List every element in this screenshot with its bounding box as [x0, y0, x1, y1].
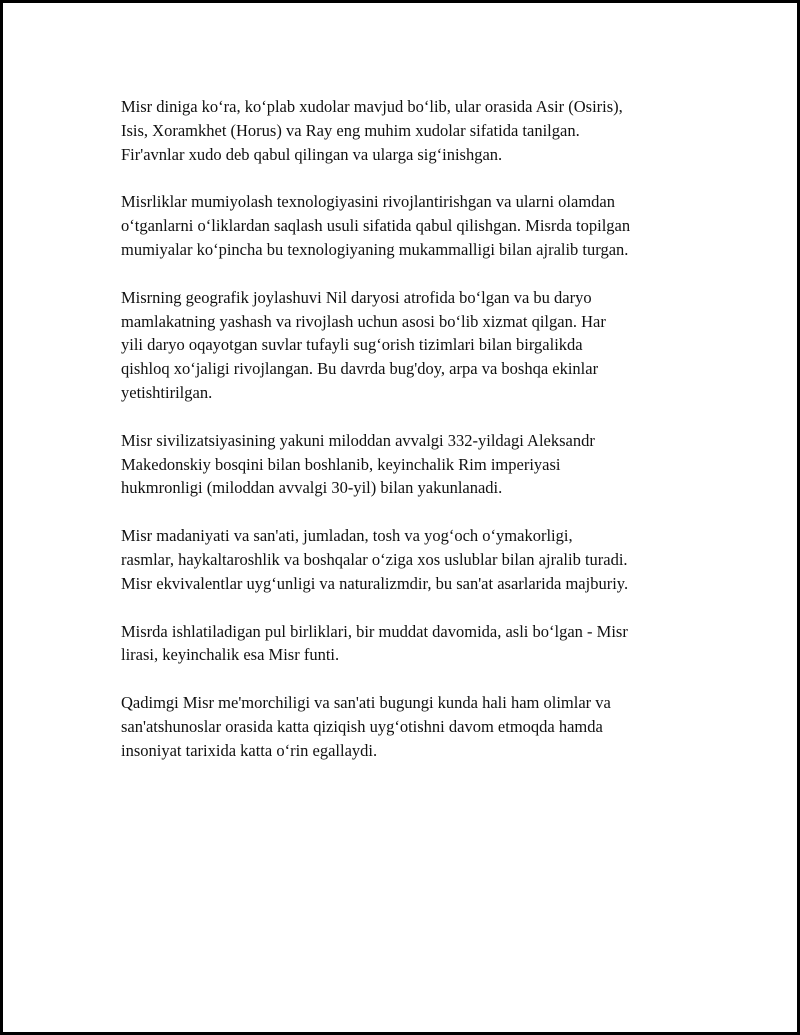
text-line: qishloq xo‘jaligi rivojlangan. Bu davrda bug'doy, arpa va boshqa ekinlar	[121, 359, 599, 379]
text-line: Misr sivilizatsiyasining yakuni miloddan avvalgi 332-yildagi Aleksandr	[121, 430, 595, 450]
text-line: Qadimgi Misr me'morchiligi va san'ati bugungi kunda hali ham olimlar va	[121, 693, 611, 713]
text-line: Misr diniga ko‘ra, ko‘plab xudolar mavjud bo‘lib, ular orasida Asir (Osiris),	[121, 97, 623, 116]
paragraph-legacy	[121, 691, 701, 762]
paragraph-geography	[121, 286, 701, 405]
text-line: san'atshunoslar orasida katta qiziqish uyg‘otishni davom etmoqda hamda	[121, 716, 603, 736]
text-line: lirasi, keyinchalik esa Misr funti.	[121, 645, 340, 665]
document-body	[121, 95, 701, 787]
text-line: Fir'avnlar xudo deb qabul qilingan va ularga sig‘inishgan.	[121, 144, 503, 164]
text-line: Misrning geografik joylashuvi Nil daryosi atrofida bo‘lgan va bu daryo	[121, 287, 592, 307]
text-line: Makedonskiy bosqini bilan boshlanib, keyinchalik Rim imperiyasi	[121, 454, 561, 474]
text-line: Misr madaniyati va san'ati, jumladan, tosh va yog‘och o‘ymakorligi,	[121, 526, 573, 546]
paragraph-religion	[121, 95, 701, 166]
paragraph-currency	[121, 620, 701, 668]
text-line: Misrda ishlatiladigan pul birliklari, bir muddat davomida, asli bo‘lgan - Misr	[121, 621, 628, 641]
text-line: Isis, Xoramkhet (Horus) va Ray eng muhim xudolar sifatida tanilgan.	[121, 120, 580, 140]
text-line: Misrliklar mumiyolash texnologiyasini rivojlantirishgan va ularni olamdan	[121, 192, 616, 212]
paragraph-culture-art	[121, 524, 701, 595]
paragraph-end-of-civilization	[121, 429, 701, 500]
text-line: o‘tganlarni o‘liklardan saqlash usuli sifatida qabul qilishgan. Misrda topilgan	[121, 216, 631, 236]
text-line: insoniyat tarixida katta o‘rin egallaydi.	[121, 740, 378, 760]
text-line: yetishtirilgan.	[121, 382, 213, 402]
text-line: Misr ekvivalentlar uyg‘unligi va naturalizmdir, bu san'at asarlarida majburiy.	[121, 573, 629, 593]
paragraph-mummification	[121, 190, 701, 261]
text-line: rasmlar, haykaltaroshlik va boshqalar o‘ziga xos uslublar bilan ajralib turadi.	[121, 549, 628, 569]
text-line: mamlakatning yashash va rivojlash uchun asosi bo‘lib xizmat qilgan. Har	[121, 311, 606, 331]
text-line: yili daryo oqayotgan suvlar tufayli sug‘orish tizimlari bilan birgalikda	[121, 335, 583, 355]
text-line: mumiyalar ko‘pincha bu texnologiyaning mukammalligi bilan ajralib turgan.	[121, 239, 629, 259]
text-line: hukmronligi (miloddan avvalgi 30-yil) bilan yakunlanadi.	[121, 478, 503, 498]
